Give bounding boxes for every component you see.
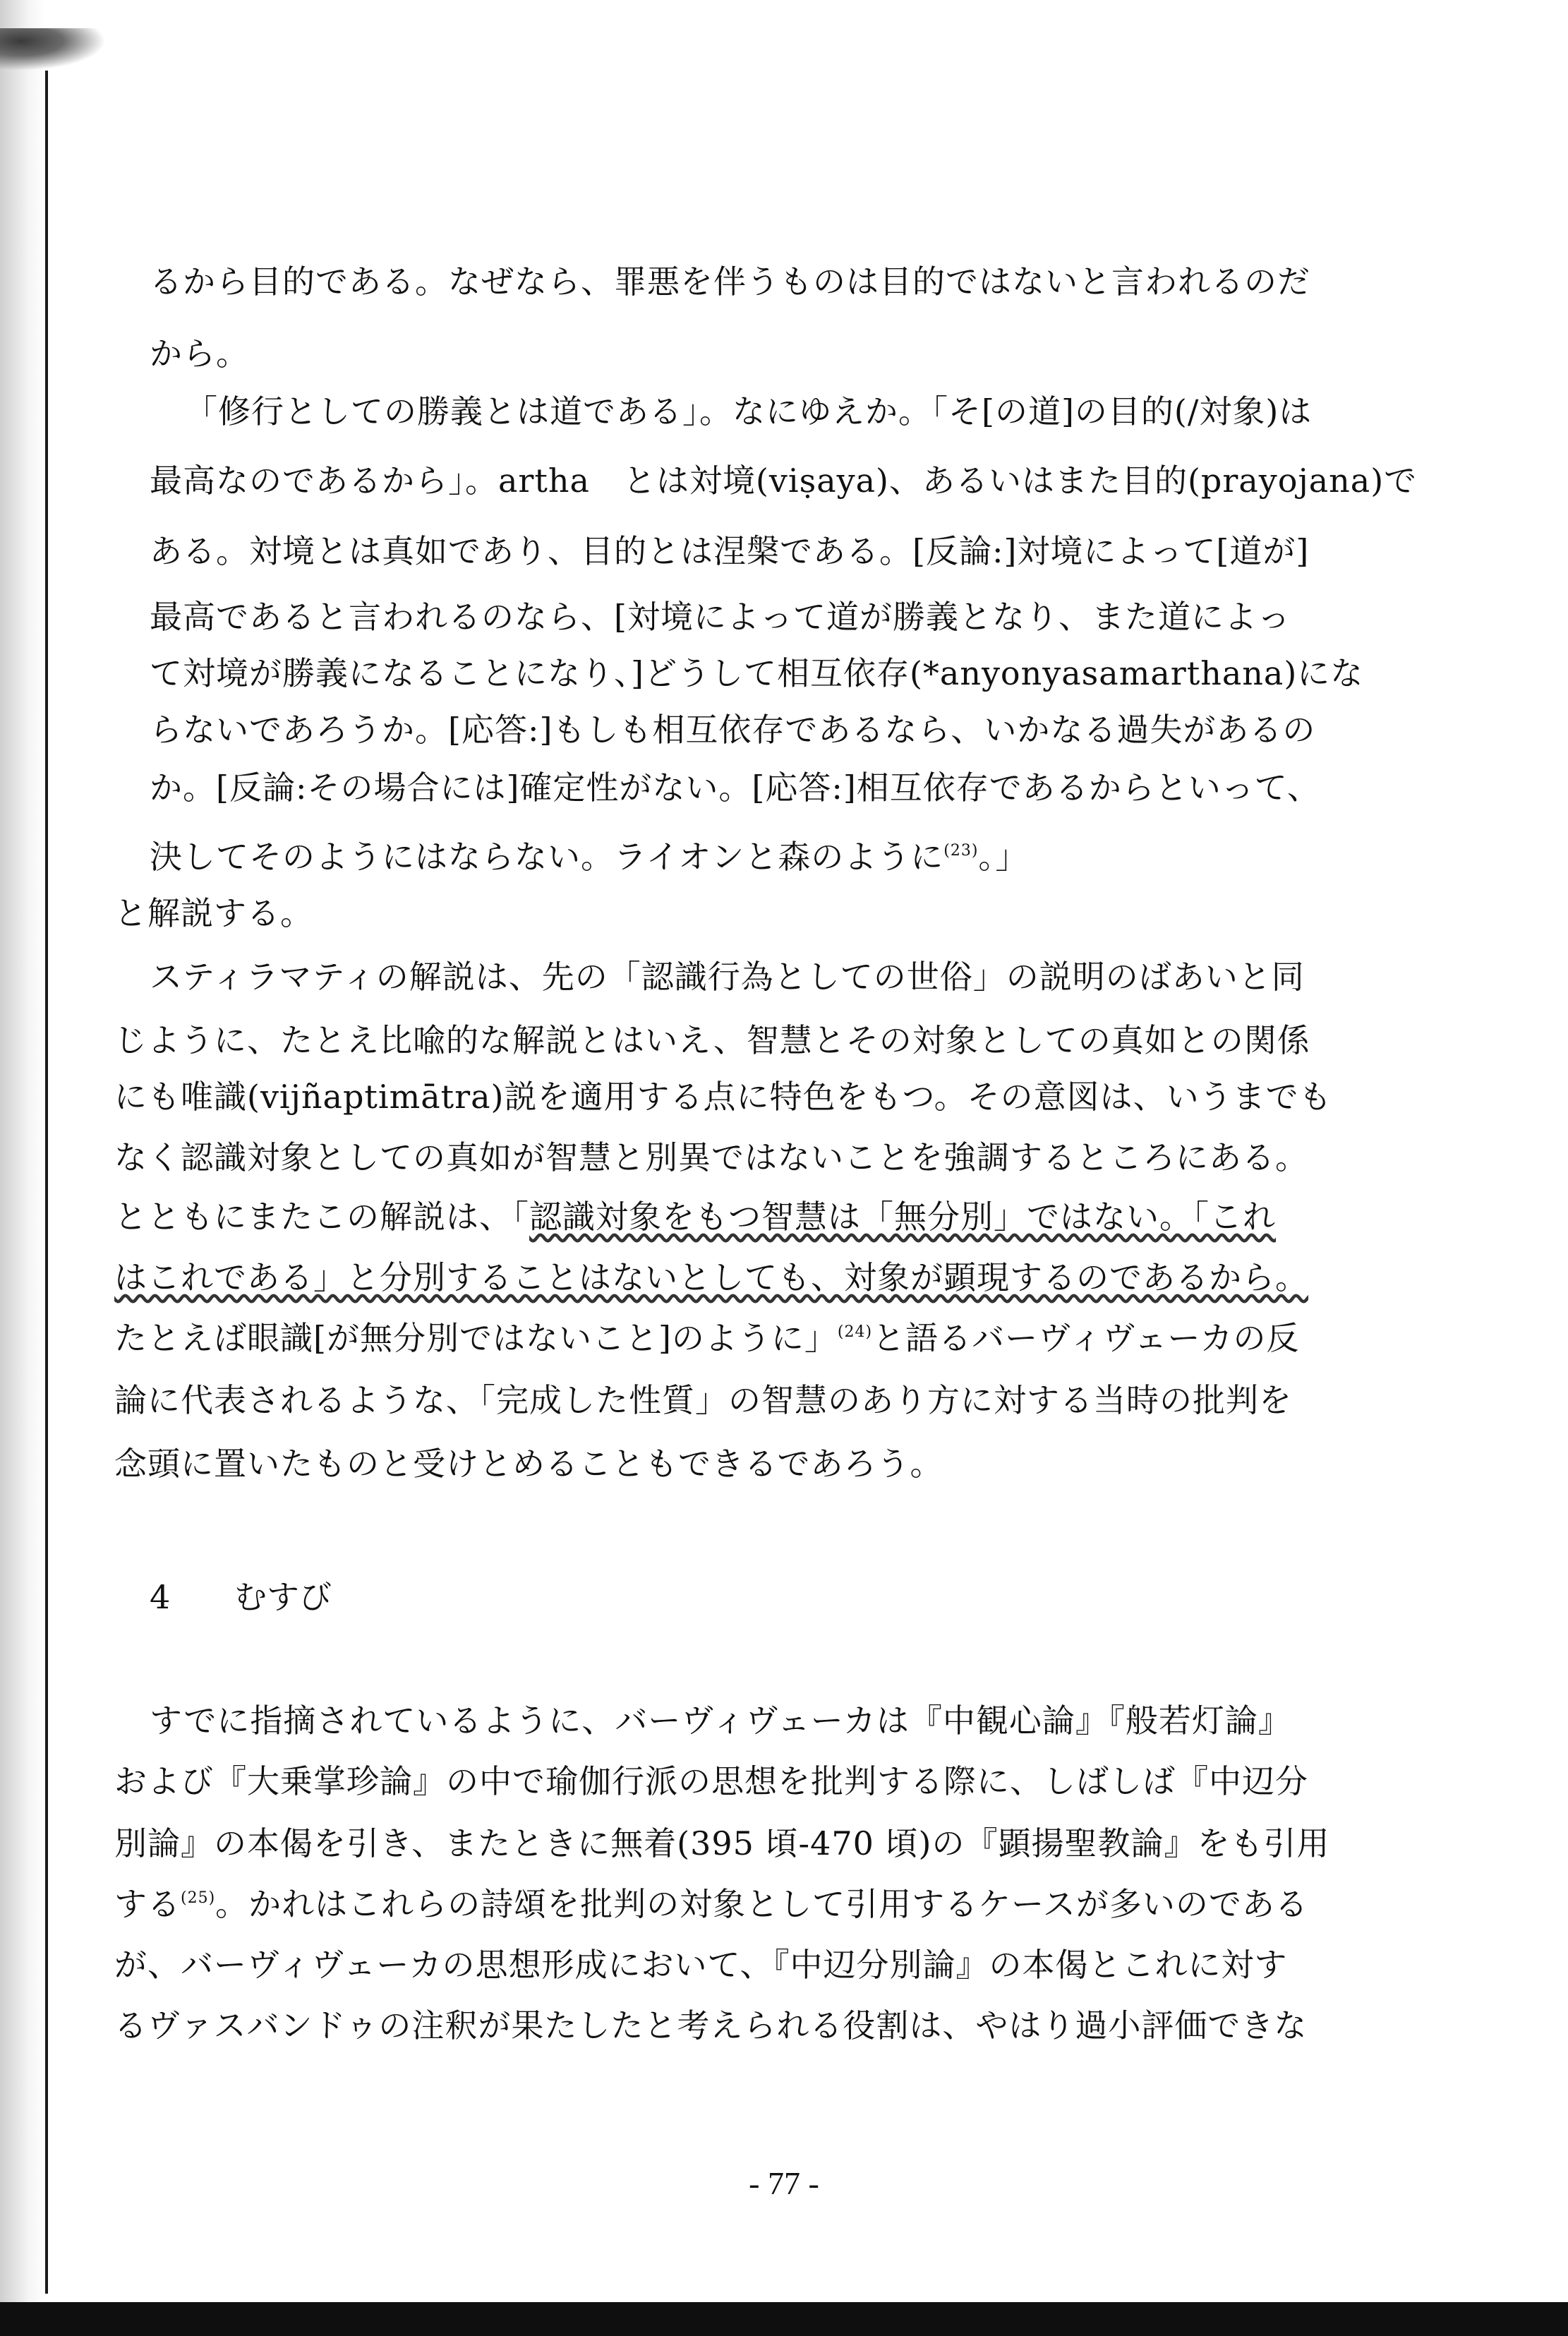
- quote-line-10: [150, 837, 1028, 877]
- para2-line-4-lead: する: [114, 1885, 181, 1923]
- quote-line-7: て対境が勝義になることになり、]どうして相互依存(*anyonyasamarthana)にな: [150, 654, 1364, 692]
- para2-line-3: 別論』の本偈を引き、またときに無着(395 頃-470 頃)の『顕揚聖教論』をも引用: [114, 1824, 1330, 1862]
- section-title: むすび: [234, 1578, 332, 1616]
- para2-line-6: るヴァスバンドゥの注釈が果たしたと考えられる役割は、やはり過小評価できな: [114, 2006, 1308, 2045]
- quote-line-8: らないであろうか。[応答:]もしも相互依存であるなら、いかなる過失があるの: [150, 711, 1316, 749]
- para1-line-3: じように、たとえ比喩的な解説とはいえ、智慧とその対象としての真如との関係: [114, 1021, 1310, 1059]
- quote-line-3: 「修行としての勝義とは道である」。なにゆえか。「そ[の道]の目的(/対象)は: [185, 392, 1313, 431]
- para1-line-5: なく認識対象としての真如が智慧と別異ではないことを強調するところにある。: [114, 1138, 1308, 1176]
- binding-shadow-mark: [0, 28, 106, 71]
- para1-line-8-tail: と語るバーヴィヴェーカの反: [872, 1319, 1300, 1357]
- quote-line-9: か。[反論:その場合には]確定性がない。[応答:]相互依存であるからといって、: [150, 769, 1320, 807]
- quoted-critique-part-2: はこれである」と分別することはないとしても、対象が顕現するのであるから。: [114, 1258, 1308, 1296]
- section-number: 4: [150, 1578, 171, 1616]
- para2-line-5: が、バーヴィヴェーカの思想形成において、『中辺分別論』の本偈とこれに対す: [114, 1946, 1288, 1984]
- para1-line-2: スティラマティの解説は、先の「認識行為としての世俗」の説明のばあいと同: [150, 958, 1305, 996]
- para1-line-10: 念頭に置いたものと受けとめることもできるであろう。: [114, 1445, 943, 1483]
- scan-bottom-edge: [0, 2302, 1568, 2336]
- para1-line-8: [114, 1318, 1300, 1358]
- footnote-ref-23[interactable]: (23): [943, 842, 979, 860]
- para1-line-8-lead: たとえば眼識[が無分別ではないこと]のように」: [114, 1319, 838, 1357]
- para1-line-9: 論に代表されるような、「完成した性質」の智慧のあり方に対する当時の批判を: [114, 1381, 1292, 1419]
- quoted-critique-part-1: 認識対象をもつ智慧は「無分別」ではない。「これ: [529, 1198, 1276, 1236]
- quote-line-5: ある。対境とは真如であり、目的とは涅槃である。[反論:]対境によって[道が]: [150, 532, 1310, 570]
- spine-line: [45, 71, 48, 2294]
- footnote-ref-24[interactable]: (24): [837, 1323, 873, 1341]
- para2-line-2: および『大乗掌珍論』の中で瑜伽行派の思想を批判する際に、しばしば『中辺分: [114, 1762, 1308, 1800]
- quote-last-text: 決してそのようにはならない。ライオンと森のように: [150, 838, 944, 876]
- para2-line-1: すでに指摘されているように、バーヴィヴェーカは『中観心論』『般若灯論』: [150, 1702, 1291, 1740]
- quote-line-2: から。: [150, 335, 249, 373]
- para1-line-6: [114, 1197, 1276, 1236]
- para1-line-7: [114, 1258, 1308, 1297]
- para2-line-4-tail: 。かれはこれらの詩頌を批判の対象として引用するケースが多いのである: [215, 1885, 1308, 1923]
- para1-line-6-lead: とともにまたこの解説は、「: [114, 1198, 529, 1236]
- quote-line-6: 最高であると言われるのなら、[対境によって道が勝義となり、また道によっ: [150, 598, 1291, 636]
- quote-line-4: 最高なのであるから」。artha とは対境(viṣaya)、あるいはまた目的(prayojana)で: [150, 462, 1418, 500]
- page-number: - 77 -: [749, 2165, 819, 2201]
- footnote-ref-25[interactable]: (25): [181, 1889, 216, 1907]
- quote-last-end: 。」: [978, 838, 1029, 876]
- binding-edge: [0, 0, 45, 2336]
- quote-line-1: るから目的である。なぜなら、罪悪を伴うものは目的ではないと言われるのだ: [150, 263, 1310, 301]
- para2-line-4: [114, 1884, 1308, 1924]
- para1-line-1: と解説する。: [114, 894, 313, 932]
- section-heading: [150, 1577, 332, 1617]
- para1-line-4: にも唯識(vijñaptimātra)説を適用する点に特色をもつ。その意図は、いうまでも: [114, 1078, 1332, 1116]
